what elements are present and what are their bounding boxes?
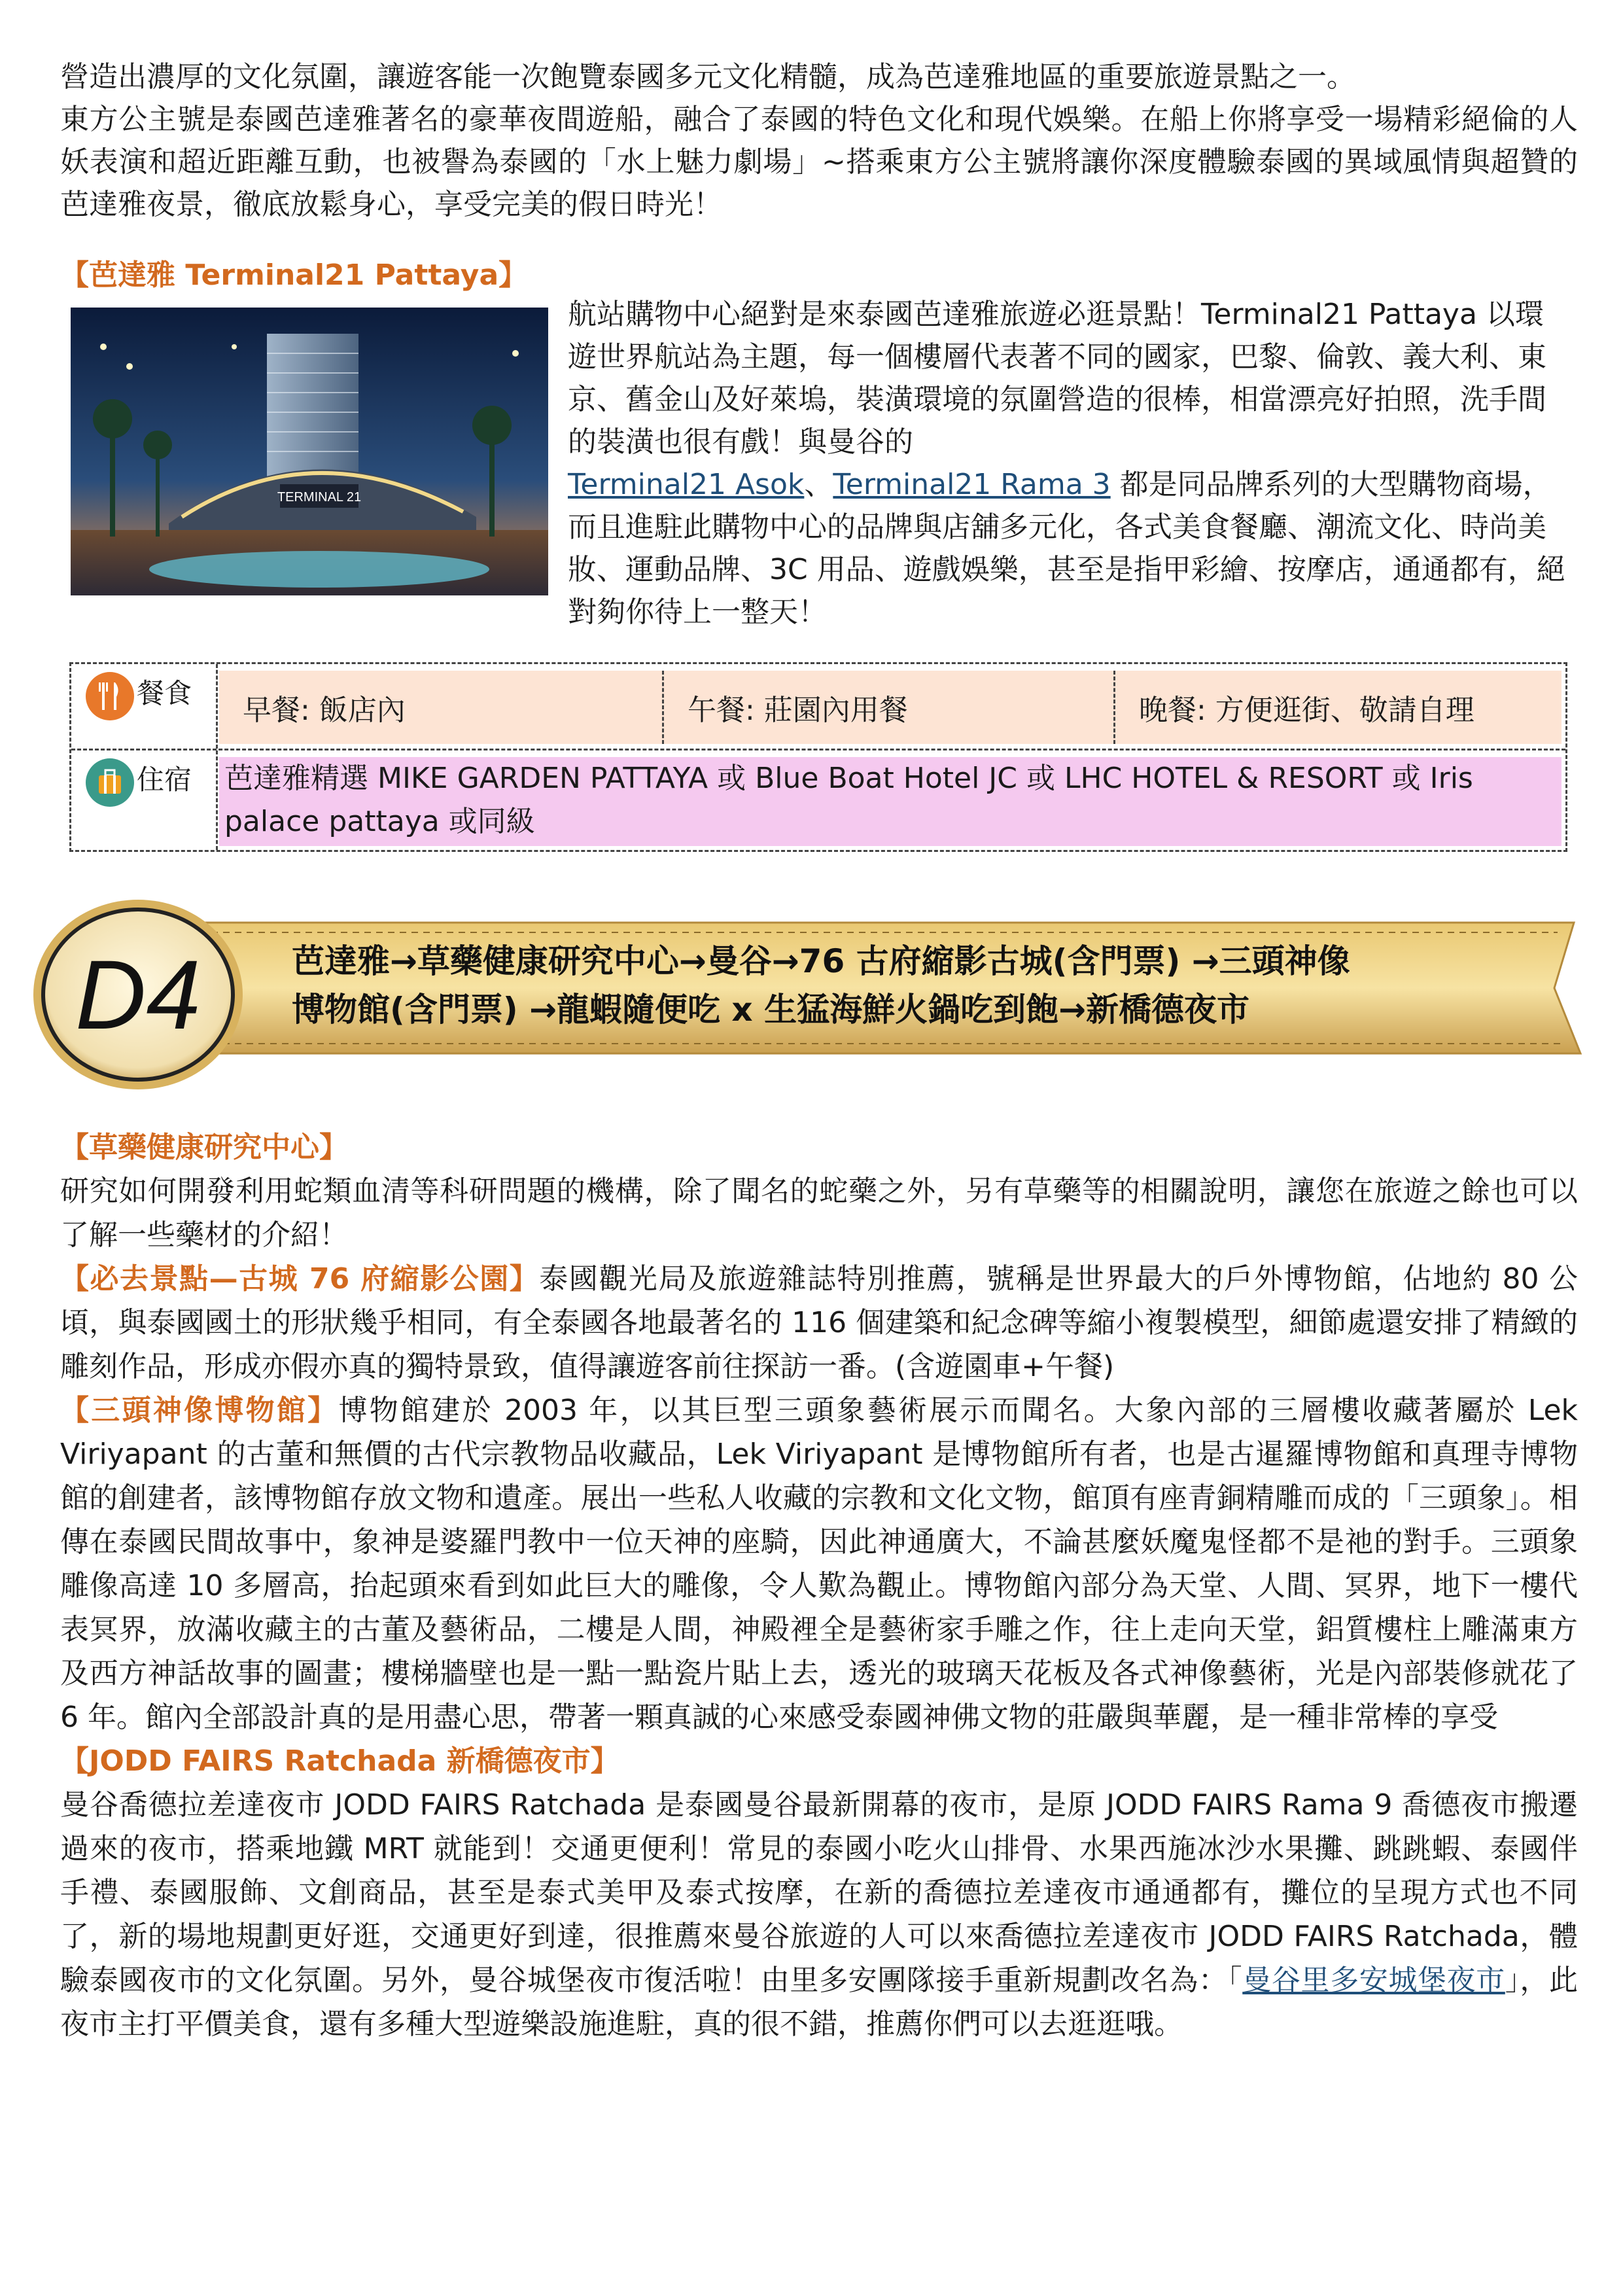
dinner-cell: 晚餐: 方便逛街、敬請自理 xyxy=(1115,671,1562,744)
hotel-label: 住宿 xyxy=(137,764,192,796)
terminal21-rama3-link[interactable]: Terminal21 Rama 3 xyxy=(833,468,1111,501)
route-line-1: 芭達雅→草藥健康研究中心→曼谷→76 古府縮影古城(含門票) →三頭神像 xyxy=(292,942,1350,980)
quote-open: 「 xyxy=(1227,1964,1243,1997)
link-separator: 、 xyxy=(804,468,833,501)
meal-hotel-table xyxy=(69,662,1567,852)
castle-night-market-link[interactable]: 曼谷里多安城堡夜市 xyxy=(1242,1964,1505,1997)
erawan-text: 博物館建於 2003 年，以其巨型三頭象藝術展示而聞名。大象內部的三層樓收藏著屬於 Lek Viriyapant 的古董和無價的古代宗教物品收藏品，Lek Viriyapant 是博物館所有者，也是古暹羅博物館和真理寺博物館的創建者，該博物館存放文物和遺產。展出一些私人收藏的宗教和文化文物，館頂有座青銅精雕而成的「三頭象」。相傳在泰國民間故事中，象神是婆羅門教中一位天神的座騎，因此神通廣大，不論甚麼妖魔鬼怪都不是祂的對手。三頭象雕像高達 10 多層高，抬起頭來看到如此巨大的雕像，令人歎為觀止。博物館內部分為天堂、人間、冥界，地下一樓代表冥界，放滿收藏主的古董及藝術品，二樓是人間，神殿裡全是藝術家手雕之作，往上走向天堂，鋁質樓柱上雕滿東方及西方神話故事的圖畫；樓梯牆壁也是一點一點瓷片貼上去，透光的玻璃天花板及各式神像藝術，光是內部裝修就花了 6 年。館內全部設計真的是用盡心思，帶著一顆真誠的心來感受泰國神佛文物的莊嚴與華麗，是一種非常棒的享受 xyxy=(60,1394,1578,1734)
terminal21-asok-link[interactable]: Terminal21 Asok xyxy=(568,468,805,501)
fork-knife-icon xyxy=(86,672,134,720)
terminal21-photo xyxy=(71,308,548,595)
route-line-2: 博物館(含門票) →龍蝦隨便吃 x 生猛海鮮火鍋吃到飽→新橋德夜市 xyxy=(292,991,1249,1029)
day-banner xyxy=(24,896,1600,1093)
hotel-row xyxy=(71,751,1565,850)
meal-label-cell xyxy=(71,664,218,749)
meal-row xyxy=(71,664,1565,751)
erawan-title: 【三頭神像博物館】 xyxy=(60,1394,339,1427)
svg-text:TERMINAL 21: TERMINAL 21 xyxy=(277,490,362,504)
lunch-cell: 午餐: 莊園內用餐 xyxy=(664,671,1115,744)
meal-label: 餐食 xyxy=(137,677,192,709)
jodd-text-b: ，此夜市主打平價美食，還有多種大型遊樂設施進駐，真的很不錯，推薦你們可以去逛逛哦。 xyxy=(60,1964,1579,2041)
day4-content xyxy=(60,1125,1578,2046)
terminal21-title: 【芭達雅 Terminal21 Pattaya】 xyxy=(60,258,528,292)
terminal21-text-b: 都是同品牌系列的大型購物商場，而且進駐此購物中心的品牌與店舖多元化，各式美食餐廳、潮流文化、時尚美妝、運動品牌、3C 用品、遊戲娛樂，甚至是指甲彩繪、按摩店，通通都有，絕對夠你待上一整天！ xyxy=(568,468,1565,629)
quote-close: 」 xyxy=(1505,1964,1520,1997)
ancient-city-text: 泰國觀光局及旅遊雜誌特別推薦，號稱是世界最大的戶外博物館，佔地約 80 公頃，與泰國國土的形狀幾乎相同，有全泰國各地最著名的 116 個建築和紀念碑等縮小複製模型，細節處還安排了精緻的雕刻作品，形成亦假亦真的獨特景致，值得讓遊客前往探訪一番。(含遊園車+午餐) xyxy=(60,1262,1578,1383)
herbal-text: 研究如何開發利用蛇類血清等科研問題的機構，除了聞名的蛇藥之外，另有草藥等的相關說明，讓您在旅遊之餘也可以了解一些藥材的介紹！ xyxy=(60,1174,1578,1252)
terminal21-text-a: 航站購物中心絕對是來泰國芭達雅旅遊必逛景點！Terminal21 Pattaya 以環遊世界航站為主題，每一個樓層代表著不同的國家，巴黎、倫敦、義大利、東京、舊金山及好萊塢，裝潢環境的氛圍營造的很棒，相當漂亮好拍照，洗手間的裝潢也很有戲！與曼谷的 xyxy=(568,298,1546,459)
princess-cruise-paragraph: 東方公主號是泰國芭達雅著名的豪華夜間遊船，融合了泰國的特色文化和現代娛樂。在船上你將享受一場精彩絕倫的人妖表演和超近距離互動，也被譽為泰國的「水上魅力劇場」~搭乘東方公主號將讓你深度體驗泰國的異域風情與超贊的芭達雅夜景，徹底放鬆身心，享受完美的假日時光！ xyxy=(60,103,1578,221)
day-badge: D4 xyxy=(75,940,201,1050)
herbal-title: 【草藥健康研究中心】 xyxy=(60,1131,348,1164)
jodd-title: 【JODD FAIRS Ratchada 新橋德夜市】 xyxy=(60,1744,620,1778)
luggage-icon xyxy=(86,758,134,807)
day-route xyxy=(292,937,1567,1034)
hotel-label-cell xyxy=(71,751,218,850)
intro-line: 營造出濃厚的文化氛圍，讓遊客能一次飽覽泰國多元文化精髓，成為芭達雅地區的重要旅遊景點之一。 xyxy=(60,60,1355,94)
breakfast-cell: 早餐: 飯店內 xyxy=(219,671,664,744)
hotel-cell: 芭達雅精選 MIKE GARDEN PATTAYA 或 Blue Boat Hotel JC 或 LHC HOTEL & RESORT 或 Iris palace pattaya 或同級 xyxy=(219,757,1562,846)
ancient-city-title: 【必去景點—古城 76 府縮影公園】 xyxy=(60,1262,540,1296)
terminal21-description xyxy=(568,293,1569,633)
jodd-text-a: 曼谷喬德拉差達夜市 JODD FAIRS Ratchada 是泰國曼谷最新開幕的夜市，是原 JODD FAIRS Rama 9 喬德夜市搬遷過來的夜市，搭乘地鐵 MRT 就能到！交通更便利！常見的泰國小吃火山排骨、水果西施冰沙水果攤、跳跳蝦、泰國伴手禮、泰國服飾、文創商品，甚至是泰式美甲及泰式按摩，在新的喬德拉差達夜市通通都有，攤位的呈現方式也不同了，新的場地規劃更好逛，交通更好到達，很推薦來曼谷旅遊的人可以來喬德拉差達夜市 JODD FAIRS Ratchada，體驗泰國夜市的文化氛圍。另外，曼谷城堡夜市復活啦！由里多安團隊接手重新規劃改名為： xyxy=(60,1788,1578,1997)
